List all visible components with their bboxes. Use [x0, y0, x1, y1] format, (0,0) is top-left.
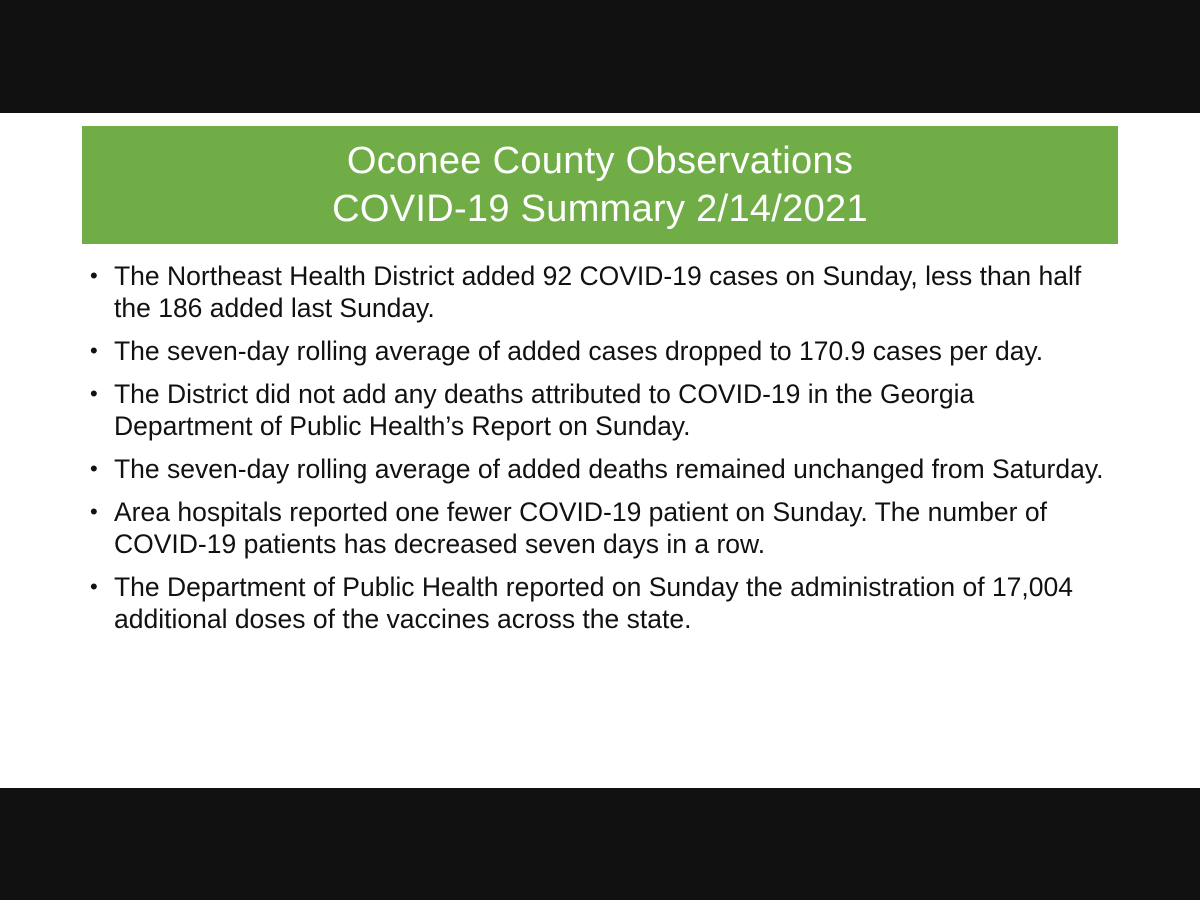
title-banner	[82, 126, 1118, 244]
bullet-icon: •	[90, 381, 98, 406]
bullet-icon: •	[90, 263, 98, 288]
bullet-item	[86, 378, 1116, 442]
bullet-icon: •	[90, 499, 98, 524]
bullet-icon: •	[90, 456, 98, 481]
bullet-text: The Northeast Health District added 92 COVID-19 cases on Sunday, less than half the 186 added last Sunday.	[114, 261, 1082, 323]
bullet-text: The Department of Public Health reported on Sunday the administration of 17,004 additional doses of the vaccines across the state.	[114, 572, 1073, 634]
bullet-icon: •	[90, 338, 98, 363]
bullet-list	[86, 260, 1116, 646]
slide	[0, 113, 1200, 788]
bullet-item	[86, 260, 1116, 324]
slide-subtitle: COVID-19 Summary 2/14/2021	[332, 188, 868, 230]
letterbox-bottom	[0, 788, 1200, 900]
bullet-text: The seven-day rolling average of added deaths remained unchanged from Saturday.	[114, 454, 1104, 484]
slide-title: Oconee County Observations	[346, 140, 854, 182]
bullet-text: The District did not add any deaths attributed to COVID-19 in the Georgia Department of Public Health’s Report on Sunday.	[114, 379, 975, 441]
bullet-item	[86, 496, 1116, 560]
bullet-item	[86, 453, 1116, 485]
bullet-text: The seven-day rolling average of added cases dropped to 170.9 cases per day.	[114, 336, 1044, 366]
bullet-item	[86, 335, 1116, 367]
letterbox-top	[0, 0, 1200, 113]
bullet-text: Area hospitals reported one fewer COVID-19 patient on Sunday. The number of COVID-19 patients has decreased seven days in a row.	[114, 497, 1047, 559]
bullet-item	[86, 571, 1116, 635]
bullet-icon: •	[90, 574, 98, 599]
